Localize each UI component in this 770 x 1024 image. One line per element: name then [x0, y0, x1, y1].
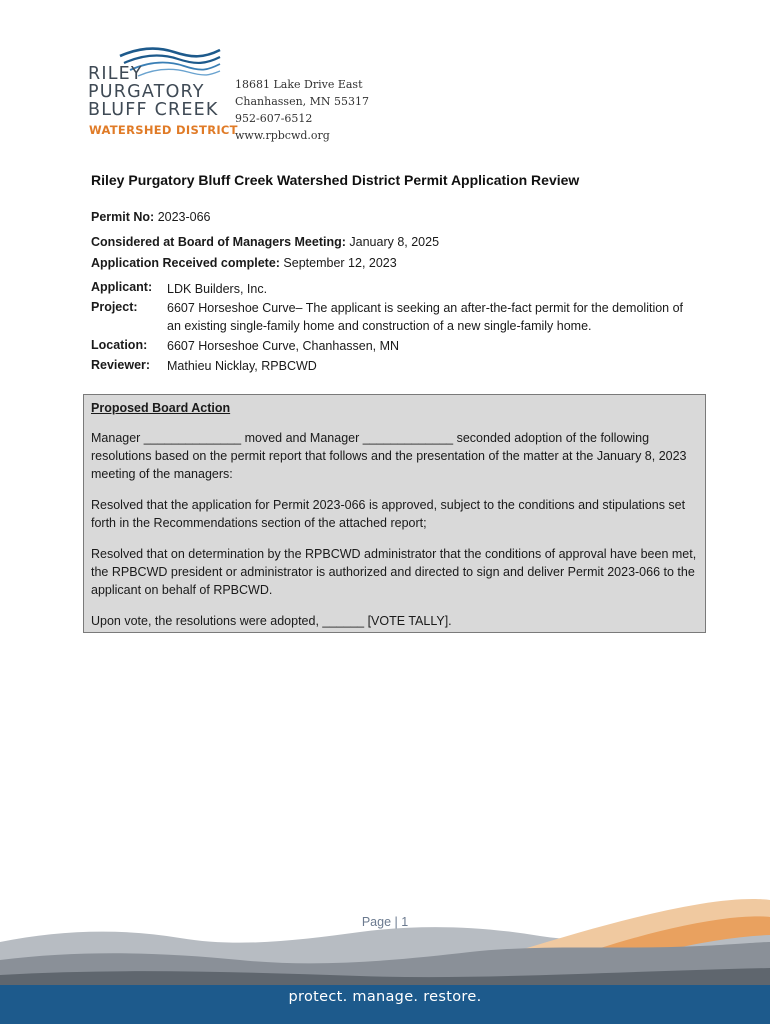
logo-text-riley: RILEY: [88, 64, 143, 84]
page-number: Page | 1: [361, 915, 409, 929]
proposed-board-action-box: [83, 394, 706, 633]
received-line: [91, 256, 397, 270]
address-phone: 952-607-6512: [235, 112, 313, 125]
address-street: 18681 Lake Drive East: [235, 78, 363, 91]
address-website: www.rpbcwd.org: [235, 129, 330, 142]
project-label: Project:: [91, 300, 138, 314]
footer-landscape-graphic: [0, 880, 770, 990]
logo-text-purgatory: PURGATORY: [88, 82, 205, 102]
reviewer-label: Reviewer:: [91, 358, 151, 372]
address-block: [235, 76, 369, 144]
project-value: 6607 Horseshoe Curve– The applicant is seeking an after-the-fact permit for the demolition of an existing single-family home and construction of a new single-family home.: [167, 301, 684, 333]
board-action-resolution-approval: Resolved that the application for Permit 2023-066 is approved, subject to the conditions and stipulations set forth in the Recommendations section of the attached report;: [91, 498, 686, 530]
location-label: Location:: [91, 338, 148, 352]
board-action-resolution-authorization: Resolved that on determination by the RPBCWD administrator that the conditions of approval have been met, the RPBCWD president or administrator is authorized and directed to sign and deliver Permit 2023-066 to the applicant on behalf of RPBCWD.: [91, 547, 697, 597]
meeting-line: [91, 235, 439, 249]
reviewer-value: Mathieu Nicklay, RPBCWD: [167, 359, 317, 373]
received-value: September 12, 2023: [283, 256, 397, 270]
district-logo: [88, 44, 238, 140]
received-label: Application Received complete:: [91, 256, 280, 270]
logo-subtitle: WATERSHED DISTRICT: [89, 123, 238, 137]
board-action-heading: Proposed Board Action: [91, 401, 231, 415]
address-city: Chanhassen, MN 55317: [235, 95, 370, 108]
document-title: Riley Purgatory Bluff Creek Watershed District Permit Application Review: [91, 172, 580, 188]
applicant-value: LDK Builders, Inc.: [167, 282, 268, 296]
applicant-label: Applicant:: [91, 280, 153, 294]
meeting-value: January 8, 2025: [349, 235, 440, 249]
footer-tagline: protect. manage. restore.: [288, 989, 482, 1005]
location-value: 6607 Horseshoe Curve, Chanhassen, MN: [167, 339, 400, 353]
meeting-label: Considered at Board of Managers Meeting:: [91, 235, 346, 249]
permit-number-value: 2023-066: [157, 210, 211, 224]
permit-number-line: [91, 210, 211, 224]
board-action-motion: Manager ______________ moved and Manager _____________ seconded adoption of the following resolutions based on the permit report that follows and the presentation of the matter at the January 8, 2023 meeting of the managers:: [91, 431, 687, 481]
board-action-vote: Upon vote, the resolutions were adopted, ______ [VOTE TALLY].: [91, 614, 452, 628]
logo-text-bluff-creek: BLUFF CREEK: [88, 100, 219, 120]
permit-number-label: Permit No:: [91, 210, 155, 224]
